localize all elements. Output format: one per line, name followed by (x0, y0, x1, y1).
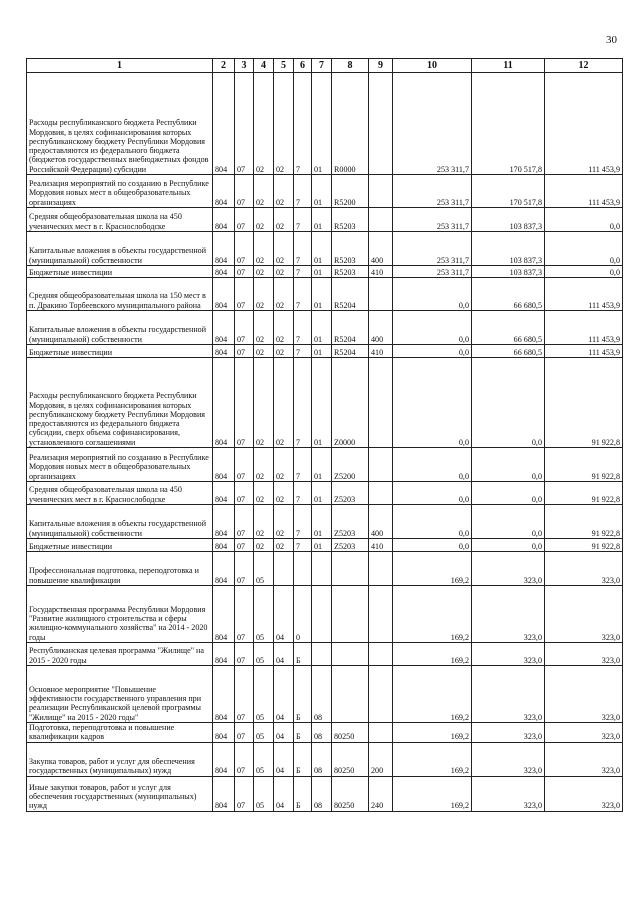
subprogram-code: 7 (294, 539, 312, 552)
direction-code: 80250 (332, 742, 369, 776)
amount-2021: 111 453,9 (545, 278, 623, 311)
table-row (27, 311, 623, 345)
ministry-code: 804 (213, 358, 235, 448)
subprogram-code: Б (294, 776, 312, 811)
expense-type (369, 208, 393, 232)
table-row (27, 358, 623, 448)
ministry-code: 804 (213, 482, 235, 505)
measure-code: 08 (312, 666, 332, 723)
amount-2019: 169,2 (393, 723, 472, 743)
budget-table (26, 58, 623, 812)
table-row (27, 666, 623, 723)
expense-type (369, 552, 393, 586)
subsection-code: 02 (254, 73, 274, 175)
subprogram-code: 7 (294, 208, 312, 232)
header-row (27, 59, 623, 73)
row-description: Капитальные вложения в объекты государственной (муниципальной) собственности (27, 232, 213, 266)
amount-2019: 253 311,7 (393, 208, 472, 232)
section-code: 07 (235, 505, 254, 539)
amount-2019: 169,2 (393, 552, 472, 586)
amount-2020: 323,0 (472, 643, 545, 666)
amount-2020: 0,0 (472, 505, 545, 539)
column-header: 6 (294, 59, 312, 73)
section-code: 07 (235, 776, 254, 811)
expense-type: 410 (369, 539, 393, 552)
subprogram-code: Б (294, 723, 312, 743)
expense-type: 400 (369, 505, 393, 539)
amount-2019: 169,2 (393, 643, 472, 666)
program-code: 02 (274, 482, 294, 505)
expense-type: 400 (369, 232, 393, 266)
direction-code: R5203 (332, 266, 369, 278)
amount-2020: 323,0 (472, 723, 545, 743)
column-header: 9 (369, 59, 393, 73)
subsection-code: 02 (254, 448, 274, 482)
amount-2019: 0,0 (393, 448, 472, 482)
subsection-code: 05 (254, 776, 274, 811)
measure-code: 01 (312, 482, 332, 505)
row-description: Средняя общеобразовательная школа на 450 ученических мест в г. Краснослободске (27, 208, 213, 232)
amount-2021: 0,0 (545, 232, 623, 266)
row-description: Средняя общеобразовательная школа на 450 ученических мест в г. Краснослободске (27, 482, 213, 505)
section-code: 07 (235, 552, 254, 586)
direction-code: Z0000 (332, 358, 369, 448)
expense-type: 200 (369, 742, 393, 776)
direction-code: Z5203 (332, 539, 369, 552)
ministry-code: 804 (213, 742, 235, 776)
measure-code: 01 (312, 448, 332, 482)
program-code: 04 (274, 776, 294, 811)
measure-code (312, 552, 332, 586)
amount-2019: 169,2 (393, 586, 472, 643)
subsection-code: 02 (254, 232, 274, 266)
amount-2020: 323,0 (472, 586, 545, 643)
expense-type (369, 482, 393, 505)
section-code: 07 (235, 723, 254, 743)
subprogram-code: 7 (294, 266, 312, 278)
subsection-code: 02 (254, 482, 274, 505)
measure-code (312, 586, 332, 643)
ministry-code: 804 (213, 539, 235, 552)
amount-2020: 66 680,5 (472, 311, 545, 345)
section-code: 07 (235, 666, 254, 723)
measure-code: 01 (312, 232, 332, 266)
subsection-code: 02 (254, 505, 274, 539)
section-code: 07 (235, 232, 254, 266)
direction-code: 80250 (332, 776, 369, 811)
table-row (27, 278, 623, 311)
subprogram-code: 7 (294, 345, 312, 358)
amount-2019: 0,0 (393, 482, 472, 505)
subprogram-code: Б (294, 643, 312, 666)
ministry-code: 804 (213, 505, 235, 539)
amount-2021: 323,0 (545, 742, 623, 776)
expense-type: 410 (369, 345, 393, 358)
table-row (27, 448, 623, 482)
row-description: Государственная программа Республики Мордовия "Развитие жилищного строительства и сферы жилищно-коммунального хозяйства" на 2014 - 2020 годы (27, 586, 213, 643)
row-description: Республиканская целевая программа "Жилище" на 2015 - 2020 годы (27, 643, 213, 666)
direction-code: Z5203 (332, 505, 369, 539)
amount-2019: 0,0 (393, 278, 472, 311)
program-code: 02 (274, 311, 294, 345)
amount-2021: 111 453,9 (545, 311, 623, 345)
row-description: Бюджетные инвестиции (27, 266, 213, 278)
table-row (27, 723, 623, 743)
amount-2020: 0,0 (472, 448, 545, 482)
section-code: 07 (235, 311, 254, 345)
amount-2019: 253 311,7 (393, 175, 472, 208)
column-header: 4 (254, 59, 274, 73)
expense-type (369, 175, 393, 208)
subprogram-code (294, 552, 312, 586)
row-description: Капитальные вложения в объекты государственной (муниципальной) собственности (27, 311, 213, 345)
column-header: 12 (545, 59, 623, 73)
measure-code: 01 (312, 539, 332, 552)
amount-2020: 0,0 (472, 482, 545, 505)
direction-code: R5203 (332, 208, 369, 232)
subsection-code: 02 (254, 208, 274, 232)
measure-code: 08 (312, 723, 332, 743)
subsection-code: 02 (254, 539, 274, 552)
amount-2021: 91 922,8 (545, 358, 623, 448)
program-code: 04 (274, 643, 294, 666)
page-number: 30 (606, 34, 617, 46)
subprogram-code: 0 (294, 586, 312, 643)
section-code: 07 (235, 358, 254, 448)
subprogram-code: 7 (294, 482, 312, 505)
row-description: Основное мероприятие "Повышение эффективности государственного управления при реализации Республиканской целевой программы "Жилище" на 2015 - 2020 годы" (27, 666, 213, 723)
table-row (27, 345, 623, 358)
amount-2021: 0,0 (545, 266, 623, 278)
table-row (27, 232, 623, 266)
table-row (27, 776, 623, 811)
column-header: 1 (27, 59, 213, 73)
measure-code: 01 (312, 505, 332, 539)
expense-type (369, 358, 393, 448)
amount-2019: 0,0 (393, 311, 472, 345)
section-code: 07 (235, 482, 254, 505)
table-row (27, 552, 623, 586)
amount-2019: 169,2 (393, 742, 472, 776)
amount-2021: 323,0 (545, 666, 623, 723)
measure-code: 08 (312, 742, 332, 776)
column-header: 3 (235, 59, 254, 73)
amount-2020: 0,0 (472, 358, 545, 448)
direction-code (332, 552, 369, 586)
row-description: Реализация мероприятий по созданию в Республике Мордовия новых мест в общеобразовательных организациях (27, 175, 213, 208)
ministry-code: 804 (213, 666, 235, 723)
ministry-code: 804 (213, 448, 235, 482)
subsection-code: 02 (254, 345, 274, 358)
program-code: 02 (274, 345, 294, 358)
direction-code: R5204 (332, 278, 369, 311)
amount-2021: 91 922,8 (545, 539, 623, 552)
amount-2021: 111 453,9 (545, 175, 623, 208)
table-row (27, 539, 623, 552)
amount-2019: 253 311,7 (393, 73, 472, 175)
subprogram-code: Б (294, 666, 312, 723)
table-row (27, 742, 623, 776)
row-description: Реализация мероприятий по созданию в Республике Мордовия новых мест в общеобразовательных организациях (27, 448, 213, 482)
table-row (27, 643, 623, 666)
expense-type (369, 666, 393, 723)
amount-2020: 323,0 (472, 776, 545, 811)
amount-2021: 91 922,8 (545, 482, 623, 505)
amount-2020: 103 837,3 (472, 208, 545, 232)
expense-type (369, 448, 393, 482)
program-code: 04 (274, 723, 294, 743)
subprogram-code: 7 (294, 505, 312, 539)
ministry-code: 804 (213, 208, 235, 232)
subsection-code: 05 (254, 742, 274, 776)
expense-type (369, 723, 393, 743)
section-code: 07 (235, 448, 254, 482)
measure-code: 01 (312, 266, 332, 278)
subsection-code: 05 (254, 723, 274, 743)
ministry-code: 804 (213, 175, 235, 208)
amount-2019: 0,0 (393, 345, 472, 358)
measure-code: 01 (312, 358, 332, 448)
ministry-code: 804 (213, 586, 235, 643)
row-description: Средняя общеобразовательная школа на 150 мест в п. Дракино Торбеевского муниципального района (27, 278, 213, 311)
row-description: Расходы республиканского бюджета Республики Мордовия, в целях софинансирования которых республиканскому бюджету Республики Мордовия предоставляются из федерального бюджета субсидии, сверх объема софинансирования, установленного соглашениями (27, 358, 213, 448)
program-code: 02 (274, 539, 294, 552)
amount-2021: 111 453,9 (545, 73, 623, 175)
program-code: 02 (274, 278, 294, 311)
amount-2021: 323,0 (545, 643, 623, 666)
expense-type: 400 (369, 311, 393, 345)
subsection-code: 05 (254, 643, 274, 666)
subprogram-code: 7 (294, 278, 312, 311)
program-code: 04 (274, 742, 294, 776)
section-code: 07 (235, 175, 254, 208)
amount-2020: 66 680,5 (472, 345, 545, 358)
subsection-code: 02 (254, 175, 274, 208)
section-code: 07 (235, 73, 254, 175)
row-description: Закупка товаров, работ и услуг для обеспечения государственных (муниципальных) нужд (27, 742, 213, 776)
amount-2019: 253 311,7 (393, 266, 472, 278)
program-code: 02 (274, 175, 294, 208)
expense-type: 410 (369, 266, 393, 278)
ministry-code: 804 (213, 552, 235, 586)
row-description: Расходы республиканского бюджета Республики Мордовия, в целях софинансирования которых республиканскому бюджету Республики Мордовия предоставляются из федерального бюджета (бюджетов государственных внебюджетных фондов Российской Федерации) субсидии (27, 73, 213, 175)
subprogram-code: 7 (294, 73, 312, 175)
program-code (274, 552, 294, 586)
amount-2020: 323,0 (472, 666, 545, 723)
subprogram-code: 7 (294, 232, 312, 266)
subprogram-code: Б (294, 742, 312, 776)
section-code: 07 (235, 208, 254, 232)
section-code: 07 (235, 742, 254, 776)
expense-type: 240 (369, 776, 393, 811)
measure-code (312, 643, 332, 666)
amount-2019: 0,0 (393, 539, 472, 552)
section-code: 07 (235, 278, 254, 311)
subprogram-code: 7 (294, 358, 312, 448)
amount-2019: 169,2 (393, 666, 472, 723)
table-row (27, 586, 623, 643)
direction-code: R5200 (332, 175, 369, 208)
program-code: 02 (274, 505, 294, 539)
row-description: Бюджетные инвестиции (27, 345, 213, 358)
amount-2021: 323,0 (545, 552, 623, 586)
amount-2020: 103 837,3 (472, 266, 545, 278)
ministry-code: 804 (213, 776, 235, 811)
amount-2021: 91 922,8 (545, 505, 623, 539)
subsection-code: 05 (254, 586, 274, 643)
program-code: 02 (274, 208, 294, 232)
direction-code (332, 666, 369, 723)
subsection-code: 02 (254, 278, 274, 311)
ministry-code: 804 (213, 266, 235, 278)
program-code: 02 (274, 358, 294, 448)
amount-2019: 253 311,7 (393, 232, 472, 266)
ministry-code: 804 (213, 278, 235, 311)
direction-code: Z5203 (332, 482, 369, 505)
amount-2020: 103 837,3 (472, 232, 545, 266)
program-code: 02 (274, 266, 294, 278)
program-code: 04 (274, 586, 294, 643)
ministry-code: 804 (213, 73, 235, 175)
column-header: 10 (393, 59, 472, 73)
subsection-code: 05 (254, 552, 274, 586)
amount-2021: 91 922,8 (545, 448, 623, 482)
row-description: Иные закупки товаров, работ и услуг для обеспечения государственных (муниципальных) нужд (27, 776, 213, 811)
ministry-code: 804 (213, 345, 235, 358)
subsection-code: 05 (254, 666, 274, 723)
table-row (27, 208, 623, 232)
section-code: 07 (235, 345, 254, 358)
expense-type (369, 278, 393, 311)
column-header: 11 (472, 59, 545, 73)
column-header: 8 (332, 59, 369, 73)
amount-2020: 66 680,5 (472, 278, 545, 311)
ministry-code: 804 (213, 723, 235, 743)
amount-2019: 169,2 (393, 776, 472, 811)
row-description: Бюджетные инвестиции (27, 539, 213, 552)
direction-code: R5203 (332, 232, 369, 266)
amount-2019: 0,0 (393, 358, 472, 448)
expense-type (369, 73, 393, 175)
amount-2020: 323,0 (472, 742, 545, 776)
expense-type (369, 643, 393, 666)
program-code: 02 (274, 73, 294, 175)
measure-code: 01 (312, 208, 332, 232)
section-code: 07 (235, 266, 254, 278)
measure-code: 01 (312, 345, 332, 358)
table-row (27, 73, 623, 175)
row-description: Подготовка, переподготовка и повышение квалификации кадров (27, 723, 213, 743)
measure-code: 01 (312, 73, 332, 175)
subsection-code: 02 (254, 266, 274, 278)
row-description: Профессиональная подготовка, переподготовка и повышение квалификации (27, 552, 213, 586)
amount-2019: 0,0 (393, 505, 472, 539)
ministry-code: 804 (213, 311, 235, 345)
direction-code: R5204 (332, 345, 369, 358)
row-description: Капитальные вложения в объекты государственной (муниципальной) собственности (27, 505, 213, 539)
measure-code: 01 (312, 278, 332, 311)
direction-code: 80250 (332, 723, 369, 743)
amount-2021: 111 453,9 (545, 345, 623, 358)
subprogram-code: 7 (294, 311, 312, 345)
amount-2021: 0,0 (545, 208, 623, 232)
amount-2021: 323,0 (545, 586, 623, 643)
ministry-code: 804 (213, 643, 235, 666)
table-row (27, 266, 623, 278)
direction-code: R0000 (332, 73, 369, 175)
table-row (27, 175, 623, 208)
column-header: 7 (312, 59, 332, 73)
subprogram-code: 7 (294, 175, 312, 208)
amount-2020: 323,0 (472, 552, 545, 586)
column-header: 2 (213, 59, 235, 73)
expense-type (369, 586, 393, 643)
subprogram-code: 7 (294, 448, 312, 482)
column-header: 5 (274, 59, 294, 73)
measure-code: 01 (312, 311, 332, 345)
subsection-code: 02 (254, 358, 274, 448)
section-code: 07 (235, 643, 254, 666)
direction-code: R5204 (332, 311, 369, 345)
measure-code: 01 (312, 175, 332, 208)
section-code: 07 (235, 539, 254, 552)
program-code: 02 (274, 232, 294, 266)
amount-2021: 323,0 (545, 776, 623, 811)
program-code: 02 (274, 448, 294, 482)
amount-2020: 170 517,8 (472, 175, 545, 208)
measure-code: 08 (312, 776, 332, 811)
direction-code (332, 643, 369, 666)
direction-code: Z5200 (332, 448, 369, 482)
subsection-code: 02 (254, 311, 274, 345)
table-row (27, 482, 623, 505)
amount-2020: 0,0 (472, 539, 545, 552)
table-row (27, 505, 623, 539)
amount-2020: 170 517,8 (472, 73, 545, 175)
section-code: 07 (235, 586, 254, 643)
direction-code (332, 586, 369, 643)
amount-2021: 323,0 (545, 723, 623, 743)
ministry-code: 804 (213, 232, 235, 266)
program-code: 04 (274, 666, 294, 723)
